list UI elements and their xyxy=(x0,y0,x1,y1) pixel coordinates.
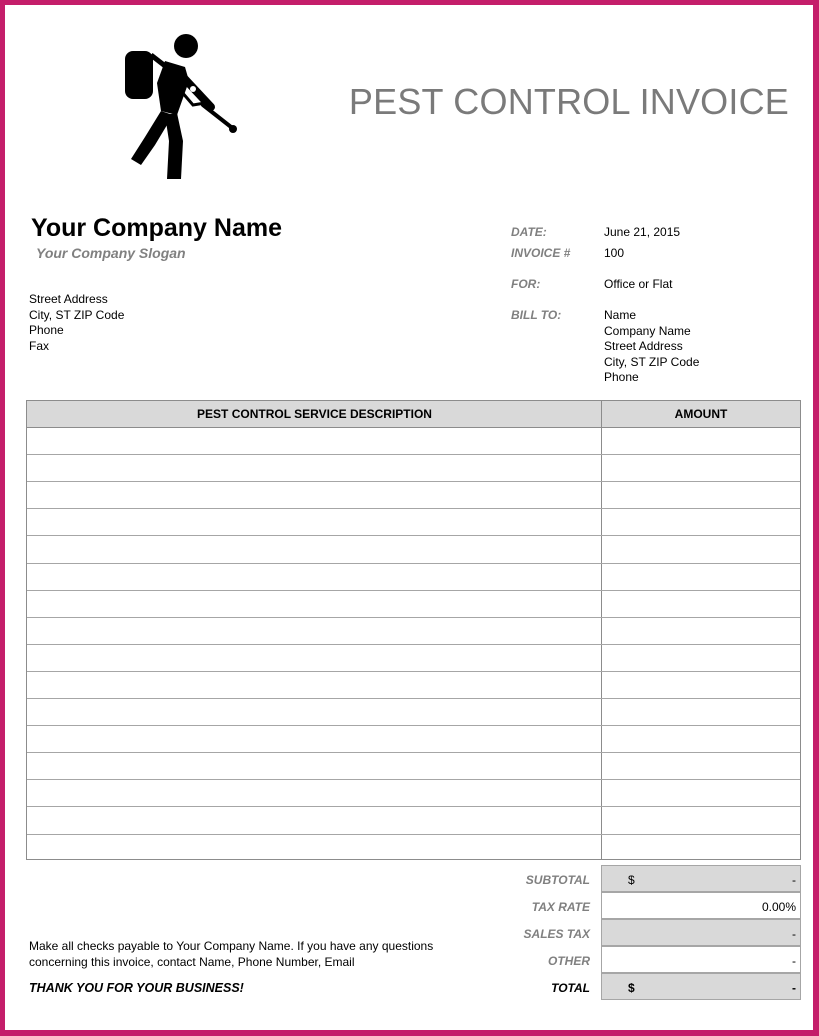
amount-header: AMOUNT xyxy=(674,407,728,421)
sales-tax-cell xyxy=(601,919,801,946)
table-row xyxy=(27,508,800,509)
company-city: City, ST ZIP Code xyxy=(29,307,125,322)
date-value: June 21, 2015 xyxy=(604,225,681,239)
for-value: Office or Flat xyxy=(604,277,673,291)
company-name: Your Company Name xyxy=(31,214,282,242)
other-cell xyxy=(601,946,801,973)
line-items-table xyxy=(26,400,801,860)
invoice-number-value: 100 xyxy=(604,246,625,260)
subtotal-label: SUBTOTAL xyxy=(525,873,590,887)
table-row xyxy=(27,617,800,618)
total-value: - xyxy=(792,981,796,995)
company-fax: Fax xyxy=(29,338,50,353)
bill-to-street: Street Address xyxy=(604,339,683,353)
payment-note xyxy=(29,938,433,970)
table-row xyxy=(27,779,800,780)
company-slogan: Your Company Slogan xyxy=(36,245,186,261)
table-row xyxy=(27,590,800,591)
invoice-page xyxy=(5,5,813,1030)
column-divider xyxy=(601,401,602,859)
table-row xyxy=(27,752,800,753)
table-row xyxy=(27,454,800,455)
table-header xyxy=(27,401,800,428)
subtotal-currency: $ xyxy=(628,873,635,887)
total-currency: $ xyxy=(628,981,635,995)
description-header: PEST CONTROL SERVICE DESCRIPTION xyxy=(197,407,432,421)
bill-to-block xyxy=(604,308,699,386)
company-address xyxy=(29,292,124,354)
date-label: DATE: xyxy=(511,225,547,239)
payment-note-line: Make all checks payable to Your Company Name. If you have any questions xyxy=(29,939,434,953)
for-label: FOR: xyxy=(511,277,541,291)
table-row xyxy=(27,698,800,699)
table-row xyxy=(27,563,800,564)
table-row xyxy=(27,834,800,835)
table-row xyxy=(27,725,800,726)
sales-tax-value: - xyxy=(792,927,796,941)
invoice-title: PEST CONTROL INVOICE xyxy=(348,81,789,122)
total-label: TOTAL xyxy=(551,981,590,995)
bill-to-company: Company Name xyxy=(604,323,691,338)
payment-note-line: concerning this invoice, contact Name, Phone Number, Email xyxy=(29,955,355,969)
company-phone: Phone xyxy=(29,323,64,337)
table-row xyxy=(27,806,800,807)
bill-to-name: Name xyxy=(604,308,637,322)
bill-to-city: City, ST ZIP Code xyxy=(604,354,700,369)
pest-sprayer-person-icon xyxy=(103,33,243,183)
other-label: OTHER xyxy=(548,954,590,968)
thank-you-message: THANK YOU FOR YOUR BUSINESS! xyxy=(29,981,244,995)
other-value: - xyxy=(792,954,796,968)
table-row xyxy=(27,535,800,536)
tax-rate-label: TAX RATE xyxy=(531,900,590,914)
bill-to-phone: Phone xyxy=(604,370,639,384)
tax-rate-cell xyxy=(601,892,801,919)
company-street: Street Address xyxy=(29,292,108,306)
bill-to-label: BILL TO: xyxy=(511,308,562,322)
invoice-number-label: INVOICE # xyxy=(511,246,571,260)
table-row xyxy=(27,644,800,645)
subtotal-cell xyxy=(601,865,801,892)
sales-tax-label: SALES TAX xyxy=(523,927,590,941)
subtotal-value: - xyxy=(792,873,796,887)
table-row xyxy=(27,481,800,482)
total-cell xyxy=(601,973,801,1000)
table-row xyxy=(27,671,800,672)
tax-rate-value: 0.00% xyxy=(761,900,796,914)
